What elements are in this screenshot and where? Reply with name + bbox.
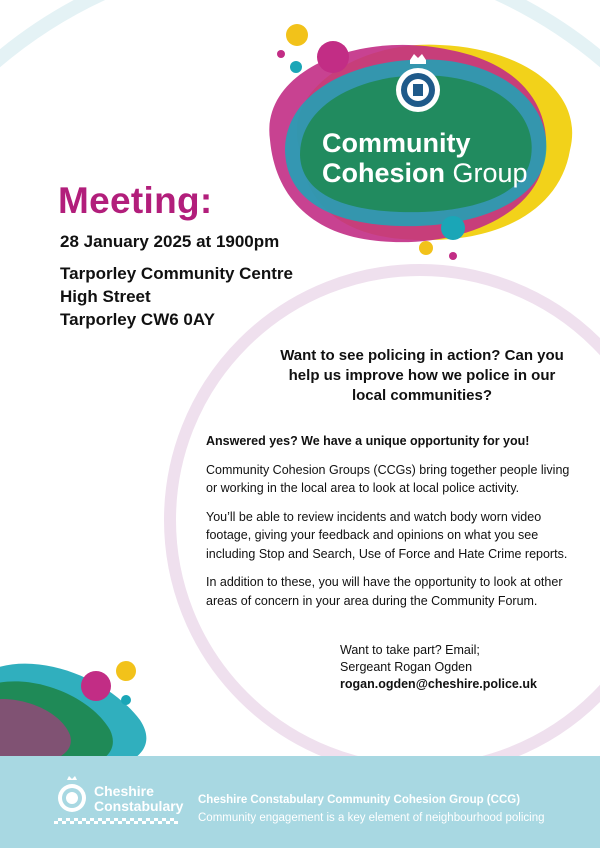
meeting-date: 28 January 2025 at 1900pm	[60, 232, 280, 251]
body-paragraph: You’ll be able to review incidents and watch body worn video footage, giving your feedback and opinions on what you see including Stop and Search, Use of Force and Hate Crime reports.	[206, 509, 568, 561]
body-paragraph: Community Cohesion Groups (CCGs) bring together people living or working in the local area to look at local police activity.	[206, 462, 570, 495]
meeting-venue	[60, 262, 293, 331]
contact-block	[340, 642, 537, 693]
body-paragraph: In addition to these, you will have the opportunity to look at other areas of concern in your area during the Community Forum.	[206, 575, 563, 608]
bubble	[277, 50, 285, 58]
contact-name: Sergeant Rogan Ogden	[340, 660, 473, 674]
body-lead: Answered yes? We have a unique opportunity for you!	[206, 434, 530, 448]
footer-title: Cheshire Constabulary Community Cohesion Group (CCG)	[198, 794, 521, 806]
checker-band-icon	[54, 818, 178, 824]
bubble	[286, 24, 308, 46]
footer-bar	[0, 756, 600, 848]
bubble	[317, 41, 349, 73]
contact-intro: Want to take part? Email;	[340, 643, 480, 657]
constabulary-crest-icon	[54, 776, 90, 816]
bubble	[419, 241, 433, 255]
intro-question: Want to see policing in action? Can you help us improve how we police in our local communities?	[280, 347, 564, 404]
footer-subtitle: Community engagement is a key element of neighbourhood policing	[198, 812, 545, 824]
body-text	[206, 432, 576, 620]
bubble	[290, 61, 302, 73]
venue-line: High Street	[60, 287, 151, 306]
bubble	[449, 252, 457, 260]
logo-line-2-light: Group	[452, 158, 528, 188]
brand-line-2: Constabulary	[94, 798, 184, 814]
police-crest-icon	[388, 52, 448, 116]
venue-line: Tarporley Community Centre	[60, 264, 294, 283]
logo-line-1: Community	[322, 128, 471, 158]
venue-line: Tarporley CW6 0AY	[60, 310, 215, 329]
brand-line-1: Cheshire	[94, 783, 154, 799]
contact-email-link[interactable]: rogan.ogden@cheshire.police.uk	[340, 677, 537, 691]
meeting-heading: Meeting:	[58, 180, 213, 221]
logo-line-2-bold: Cohesion	[322, 158, 446, 188]
bottom-left-blob	[0, 661, 146, 768]
ccg-logo-text	[322, 128, 552, 188]
constabulary-brand	[94, 784, 183, 814]
bubble	[441, 216, 465, 240]
